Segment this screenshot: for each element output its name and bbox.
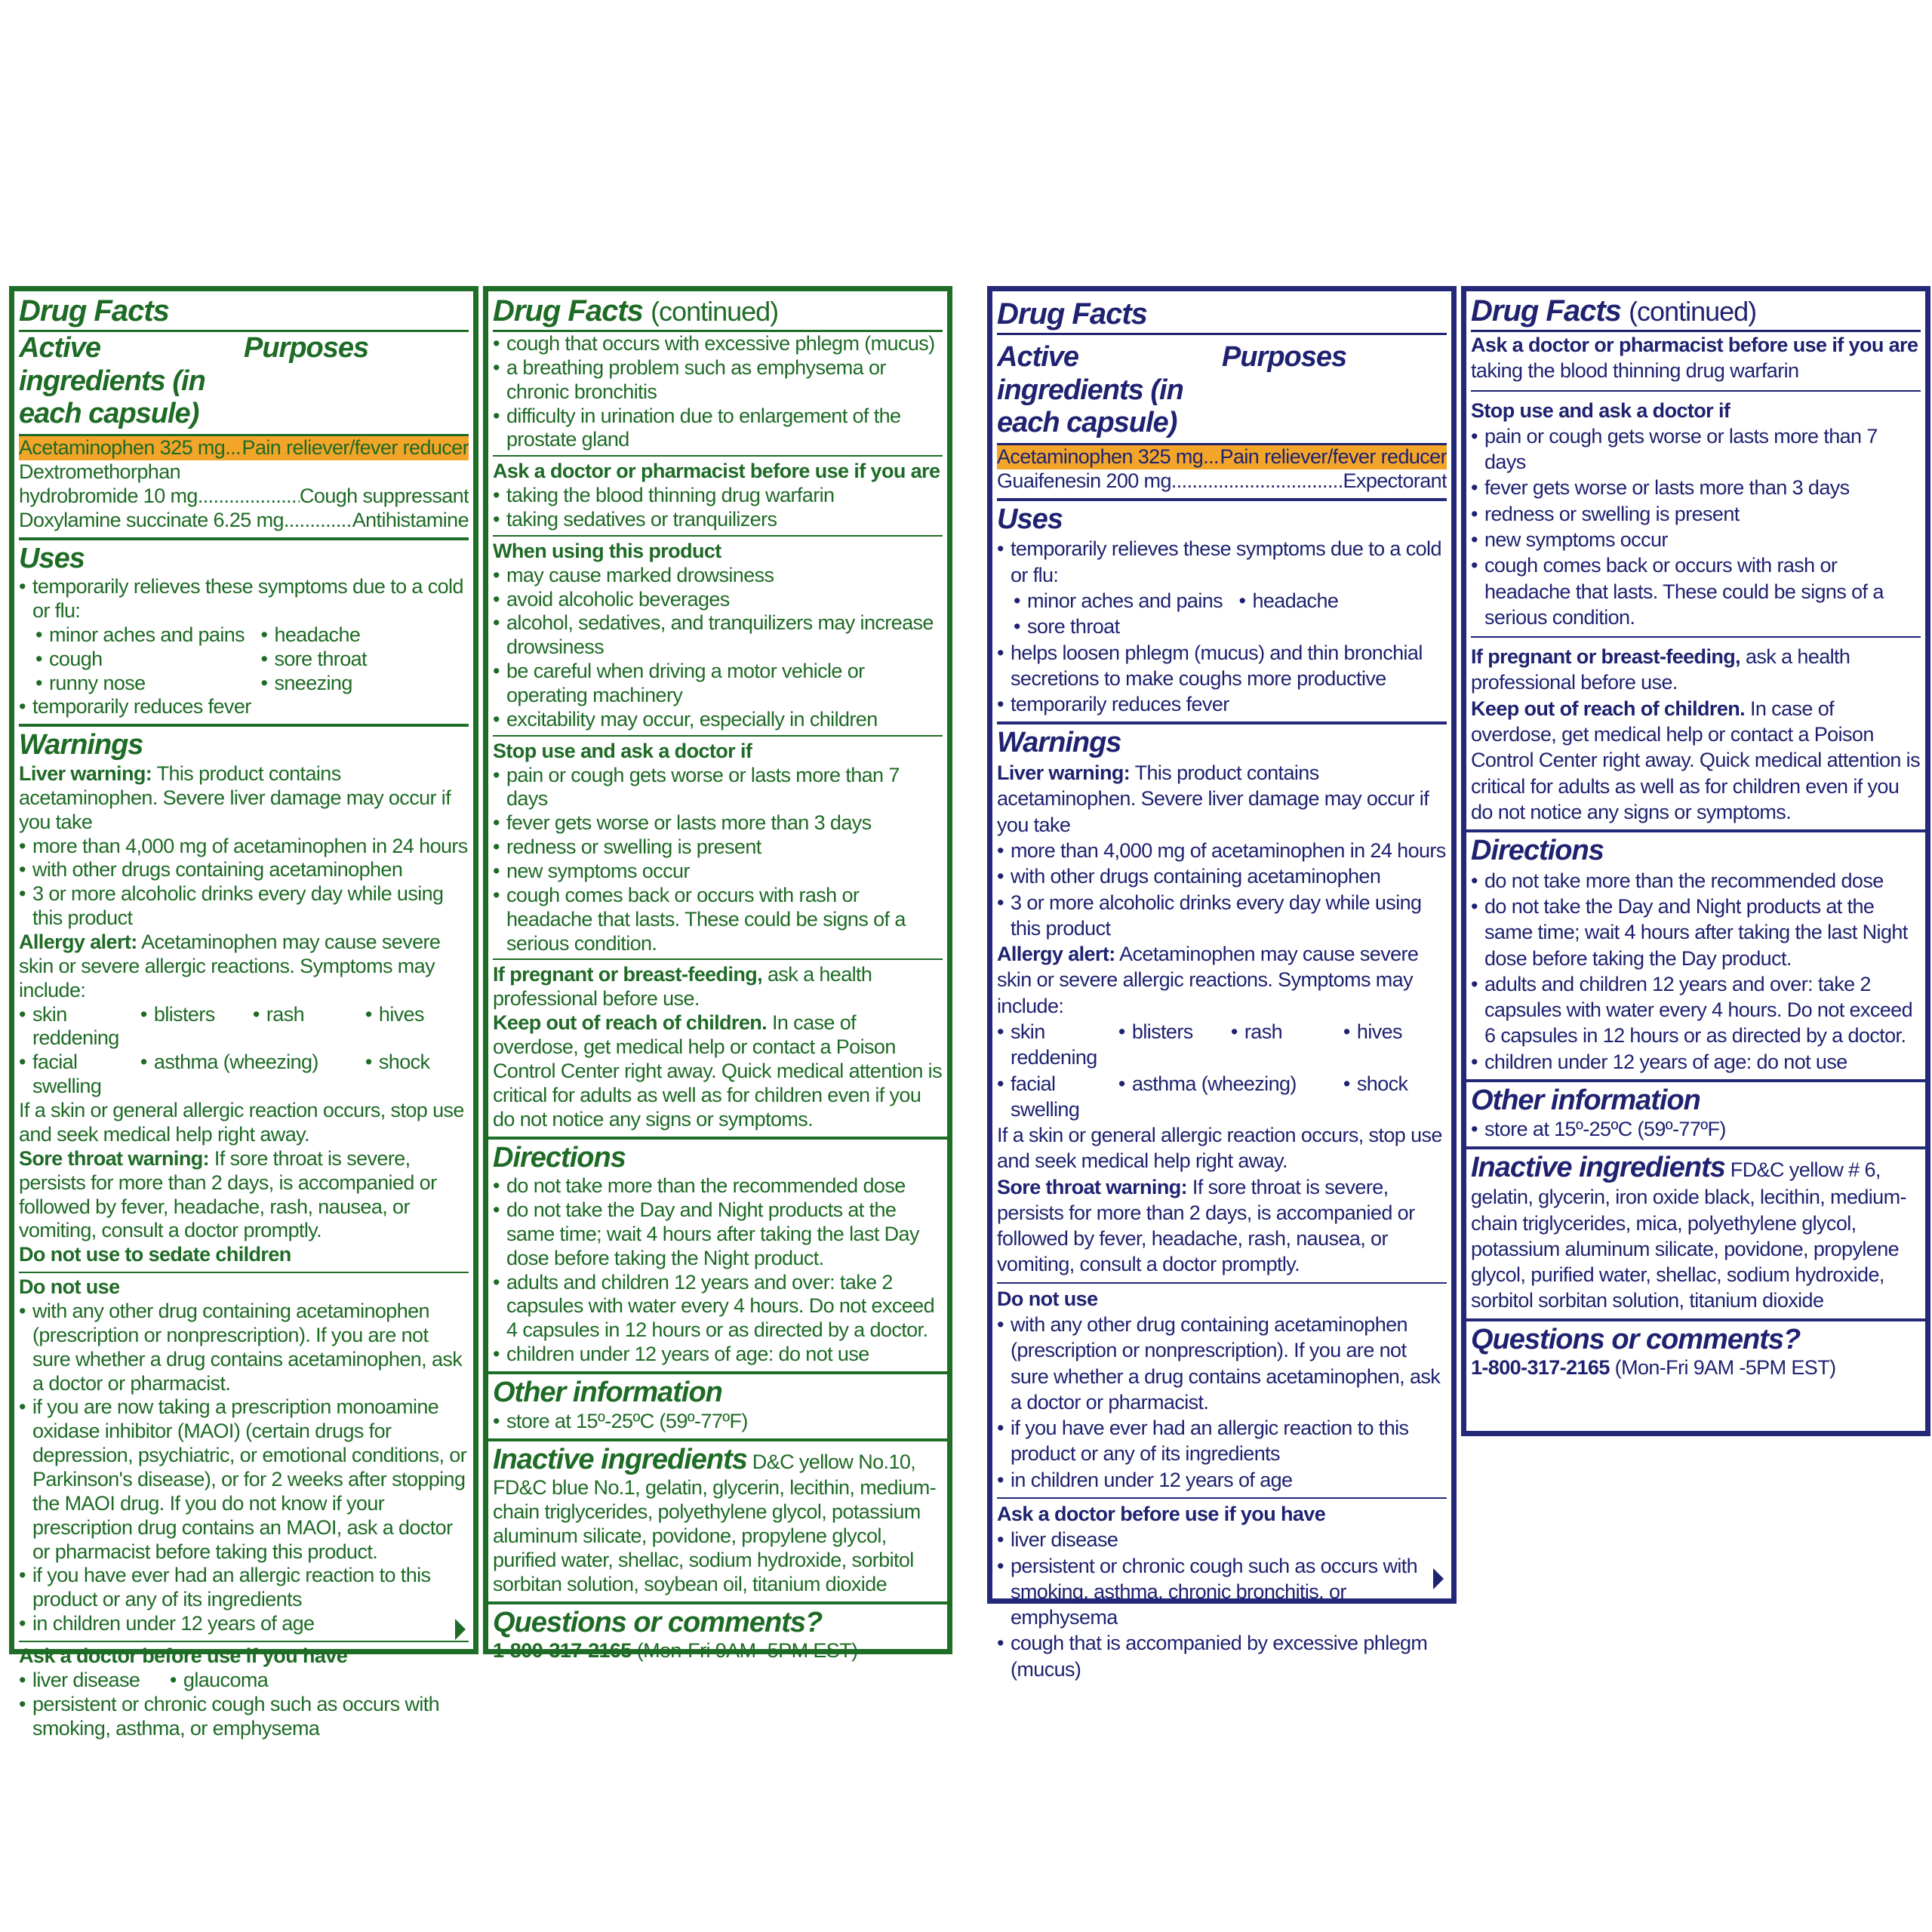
liver-warning: Liver warning: This product contains acetaminophen. Severe liver damage may occur if you take bbox=[19, 762, 451, 833]
ingredient-purpose: Antihistamine bbox=[352, 508, 469, 531]
list-item: • glaucoma bbox=[170, 1669, 469, 1693]
sore-throat-warning: Sore throat warning: If sore throat is severe, persists for more than 2 days, is accompanied or followed by fever, headache, rash, nausea, or vomiting, consult a doctor promptly. bbox=[19, 1146, 437, 1242]
ingredient-name: Doxylamine succinate 6.25 mg bbox=[19, 508, 284, 531]
list-item: • asthma (wheezing) bbox=[140, 1051, 365, 1099]
list-item: • children under 12 years of age: do not use bbox=[1471, 1049, 1921, 1075]
allergy-alert: Allergy alert: Acetaminophen may cause severe skin or severe allergic reactions. Symptoms may include: bbox=[997, 943, 1419, 1017]
purposes-title: Purposes bbox=[244, 332, 369, 364]
ingredient-purpose: Cough suppressant bbox=[300, 484, 469, 507]
allergy-grid bbox=[19, 1003, 469, 1099]
ingredient-row bbox=[19, 436, 469, 460]
continued-section bbox=[1466, 291, 1925, 832]
list-item: • liver disease bbox=[997, 1527, 1447, 1552]
phone-number: 1-800-317-2165 bbox=[1471, 1356, 1610, 1380]
list-item: • minor aches and pains bbox=[35, 623, 260, 648]
sedate-warning: Do not use to sedate children bbox=[19, 1243, 291, 1266]
list-item: • temporarily reduces fever bbox=[19, 695, 469, 719]
navy-panel-continued bbox=[1461, 286, 1930, 1436]
list-item: • blisters bbox=[1118, 1019, 1231, 1071]
list-item: • cough that occurs with excessive phlegm (mucus) bbox=[493, 332, 943, 356]
inactive-ingredients-title: Inactive ingredients bbox=[1471, 1151, 1725, 1183]
active-ingredients-section bbox=[997, 291, 1447, 501]
list-item: • more than 4,000 mg of acetaminophen in 24 hours bbox=[997, 838, 1447, 863]
keep-out-of-reach: Keep out of reach of children. In case of overdose, get medical help or contact a Poison Control Center right away. Quick medical attention is critical for adults as well as for children even if you do not notice any signs or symptoms. bbox=[493, 1011, 942, 1131]
ingredient-row bbox=[19, 509, 469, 533]
do-not-use-title: Do not use bbox=[19, 1275, 120, 1299]
continue-arrow-icon bbox=[1433, 1568, 1444, 1589]
list-item: • store at 15º-25ºC (59º-77ºF) bbox=[1471, 1118, 1921, 1142]
warnings-section bbox=[19, 727, 469, 1273]
do-not-use-title: Do not use bbox=[997, 1287, 1098, 1310]
list-item: • redness or swelling is present bbox=[493, 835, 943, 860]
list-item: • cough comes back or occurs with rash or headache that lasts. These could be signs of a serious condition. bbox=[1471, 552, 1921, 630]
questions-title: Questions or comments? bbox=[493, 1606, 823, 1638]
list-item: • rash bbox=[1231, 1019, 1343, 1071]
active-ingredients-title: Active ingredients (in each capsule) bbox=[997, 341, 1183, 439]
list-item: • with any other drug containing acetaminophen (prescription or nonprescription). If you are not sure whether a drug contains acetaminophen, ask a doctor or pharmacist. bbox=[997, 1312, 1447, 1415]
drug-facts-continued-title: Drug Facts (continued) bbox=[493, 294, 943, 332]
inactive-ingredients-text: FD&C yellow # 6, gelatin, glycerin, iron oxide black, lecithin, medium-chain triglycerides, mica, polyethylene glycol, potassium aluminum silicate, povidone, propylene glycol, purified water, shellac, sodium hydroxide, sorbitol sorbitan solution, titanium dioxide bbox=[1471, 1158, 1906, 1312]
list-item: • rash bbox=[253, 1003, 365, 1051]
uses-title: Uses bbox=[997, 503, 1063, 535]
liver-warning: Liver warning: This product contains acetaminophen. Severe liver damage may occur if you take bbox=[997, 761, 1429, 836]
navy-panel-main bbox=[987, 286, 1457, 1681]
ask-doctor-section bbox=[997, 1499, 1447, 1687]
contact-hours: (Mon-Fri 9AM -5PM EST) bbox=[636, 1639, 858, 1663]
list-item: • store at 15º-25ºC (59º-77ºF) bbox=[493, 1410, 943, 1434]
inactive-ingredients-title: Inactive ingredients bbox=[493, 1443, 747, 1475]
continued-section bbox=[488, 291, 947, 1140]
ask-pharmacist-title: Ask a doctor or pharmacist before use if you are bbox=[1471, 334, 1918, 356]
list-item: • hives bbox=[1343, 1019, 1447, 1071]
list-item: • fever gets worse or lasts more than 3 days bbox=[493, 811, 943, 835]
list-item: • do not take more than the recommended dose bbox=[493, 1174, 943, 1198]
do-not-use-section bbox=[19, 1273, 469, 1642]
directions-title: Directions bbox=[493, 1141, 626, 1174]
ingredient-row bbox=[19, 485, 469, 509]
stop-use-title: Stop use and ask a doctor if bbox=[493, 735, 943, 764]
list-item: • with other drugs containing acetaminophen bbox=[19, 858, 469, 882]
list-item: • facial swelling bbox=[19, 1051, 140, 1099]
uses-grid bbox=[19, 623, 469, 696]
ingredient-row: Acetaminophen 325 mg ..... Pain reliever/fever reducer bbox=[997, 445, 1447, 469]
warnings-title: Warnings bbox=[19, 729, 143, 761]
uses-grid bbox=[997, 588, 1447, 640]
list-item: • temporarily relieves these symptoms due to a cold or flu: bbox=[997, 536, 1447, 588]
list-item: • taking sedatives or tranquilizers bbox=[493, 508, 943, 532]
keep-out-of-reach: Keep out of reach of children. In case of overdose, get medical help or contact a Poison Control Center right away. Quick medical attention is critical for adults as well as for children even if you do not notice any signs or symptoms. bbox=[1471, 697, 1920, 823]
drug-facts-title: Drug Facts bbox=[997, 294, 1447, 335]
stop-use-title: Stop use and ask a doctor if bbox=[1471, 390, 1921, 423]
pregnancy-warning: If pregnant or breast-feeding, ask a health professional before use. bbox=[1471, 636, 1921, 696]
list-item: • cough comes back or occurs with rash or headache that lasts. These could be signs of a serious condition. bbox=[493, 884, 943, 956]
drug-facts-title: Drug Facts bbox=[19, 294, 469, 332]
green-panel-continued bbox=[483, 286, 952, 1663]
list-item: • helps loosen phlegm (mucus) and thin bronchial secretions to make coughs more productive bbox=[997, 640, 1447, 692]
inactive-ingredients-text: D&C yellow No.10, FD&C blue No.1, gelatin, glycerin, lecithin, medium-chain triglycerides, polyethylene glycol, potassium aluminum silicate, povidone, propylene glycol, purified water, shellac, sodium hydroxide, sorbitol sorbitan solution, soybean oil, titanium dioxide bbox=[493, 1450, 937, 1595]
ask-doctor-grid bbox=[19, 1669, 469, 1693]
list-item: • be careful when driving a motor vehicle or operating machinery bbox=[493, 660, 943, 708]
do-not-use-section bbox=[997, 1284, 1447, 1499]
list-item: • 3 or more alcoholic drinks every day while using this product bbox=[19, 882, 469, 931]
list-item: • temporarily reduces fever bbox=[997, 691, 1447, 717]
list-item: • if you have ever had an allergic reaction to this product or any of its ingredients bbox=[997, 1415, 1447, 1467]
allergy-after: If a skin or general allergic reaction occurs, stop use and seek medical help right away. bbox=[19, 1099, 464, 1146]
contact-hours: (Mon-Fri 9AM -5PM EST) bbox=[1614, 1356, 1836, 1380]
list-item: • temporarily relieves these symptoms due to a cold or flu: bbox=[19, 575, 469, 623]
list-item: • alcohol, sedatives, and tranquilizers may increase drowsiness bbox=[493, 611, 943, 660]
ask-pharmacist-title: Ask a doctor or pharmacist before use if you are bbox=[493, 455, 943, 484]
list-item: • headache bbox=[260, 623, 469, 648]
allergy-after: If a skin or general allergic reaction occurs, stop use and seek medical help right away. bbox=[997, 1124, 1442, 1173]
inactive-ingredients-section bbox=[1466, 1149, 1925, 1321]
list-item: • sore throat bbox=[1014, 614, 1238, 639]
uses-title: Uses bbox=[19, 542, 85, 574]
list-item: • adults and children 12 years and over: take 2 capsules with water every 4 hours. Do not exceed 6 capsules in 12 hours or as directed by a doctor. bbox=[1471, 971, 1921, 1049]
list-item: • with other drugs containing acetaminophen bbox=[997, 863, 1447, 889]
ingredient-name: Acetaminophen 325 mg bbox=[19, 436, 226, 460]
list-item: • 3 or more alcoholic drinks every day while using this product bbox=[997, 890, 1447, 942]
list-item: • pain or cough gets worse or lasts more than 7 days bbox=[1471, 423, 1921, 475]
ask-doctor-section bbox=[19, 1642, 469, 1745]
ask-pharmacist-text: taking the blood thinning drug warfarin bbox=[1471, 359, 1799, 383]
list-item: • a breathing problem such as emphysema or chronic bronchitis bbox=[493, 356, 943, 405]
other-information-title: Other information bbox=[493, 1377, 722, 1409]
list-item: • new symptoms occur bbox=[493, 860, 943, 884]
list-item: • do not take more than the recommended dose bbox=[1471, 868, 1921, 894]
warnings-section bbox=[997, 724, 1447, 1283]
ingredient-row: Guaifenesin 200 mg ..... Expectorant bbox=[997, 469, 1447, 494]
green-panel-main bbox=[9, 286, 478, 1740]
list-item: • pain or cough gets worse or lasts more than 7 days bbox=[493, 764, 943, 812]
list-item: • avoid alcoholic beverages bbox=[493, 588, 943, 612]
list-item: • headache bbox=[1238, 588, 1447, 614]
other-information-title: Other information bbox=[1471, 1084, 1700, 1116]
list-item: • redness or swelling is present bbox=[1471, 501, 1921, 527]
when-using-title: When using this product bbox=[493, 535, 943, 564]
contact-line bbox=[1471, 1356, 1921, 1380]
list-item: • in children under 12 years of age bbox=[19, 1612, 469, 1636]
list-item: • adults and children 12 years and over: take 2 capsules with water every 4 hours. Do not exceed 4 capsules in 12 hours or as directed by a doctor. bbox=[493, 1271, 943, 1343]
list-item: • facial swelling bbox=[997, 1071, 1118, 1123]
ingredient-name: hydrobromide 10 mg bbox=[19, 484, 198, 507]
list-item: • minor aches and pains bbox=[1014, 588, 1238, 614]
active-ingredients-section bbox=[19, 291, 469, 540]
list-item: • cough bbox=[35, 648, 260, 672]
list-item: • blisters bbox=[140, 1003, 253, 1051]
list-item: • in children under 12 years of age bbox=[997, 1467, 1447, 1493]
uses-section bbox=[19, 540, 469, 728]
list-item: • cough that is accompanied by excessive phlegm (mucus) bbox=[997, 1630, 1447, 1682]
list-item: • sneezing bbox=[260, 672, 469, 696]
list-item: • liver disease bbox=[19, 1669, 253, 1693]
directions-section bbox=[488, 1140, 947, 1375]
purposes-title: Purposes bbox=[1222, 341, 1347, 373]
active-ingredients-header bbox=[997, 341, 1447, 445]
list-item: • persistent or chronic cough such as occurs with smoking, asthma, or emphysema bbox=[19, 1693, 469, 1741]
pregnancy-warning: If pregnant or breast-feeding, ask a health professional before use. bbox=[493, 958, 943, 1011]
list-item: • skin reddening bbox=[997, 1019, 1118, 1071]
list-item: • more than 4,000 mg of acetaminophen in 24 hours bbox=[19, 835, 469, 859]
active-ingredients-title: Active ingredients (in each capsule) bbox=[19, 332, 205, 430]
ask-doctor-title: Ask a doctor before use if you have bbox=[19, 1644, 348, 1667]
list-item: • children under 12 years of age: do not use bbox=[493, 1343, 943, 1367]
list-item: • asthma (wheezing) bbox=[1118, 1071, 1343, 1123]
directions-section bbox=[1466, 832, 1925, 1082]
questions-section bbox=[1466, 1321, 1925, 1386]
questions-title: Questions or comments? bbox=[1471, 1323, 1801, 1355]
contact-line bbox=[493, 1639, 943, 1663]
allergy-grid bbox=[997, 1019, 1447, 1122]
list-item: • excitability may occur, especially in children bbox=[493, 708, 943, 732]
list-item: • skin reddening bbox=[19, 1003, 140, 1051]
ingredient-purpose: Pain reliever/fever reducer bbox=[242, 436, 469, 460]
warnings-title: Warnings bbox=[997, 727, 1121, 759]
other-information-section bbox=[1466, 1082, 1925, 1149]
list-item: • if you have ever had an allergic reaction to this product or any of its ingredients bbox=[19, 1564, 469, 1612]
list-item: • runny nose bbox=[35, 672, 260, 696]
sore-throat-warning: Sore throat warning: If sore throat is severe, persists for more than 2 days, is accompanied or followed by fever, headache, rash, nausea, or vomiting, consult a doctor promptly. bbox=[997, 1175, 1415, 1276]
allergy-alert: Allergy alert: Acetaminophen may cause severe skin or severe allergic reactions. Symptoms may include: bbox=[19, 931, 441, 1001]
list-item: • taking the blood thinning drug warfarin bbox=[493, 484, 943, 508]
drug-facts-continued-title: Drug Facts (continued) bbox=[1471, 294, 1921, 332]
list-item: • fever gets worse or lasts more than 3 days bbox=[1471, 475, 1921, 500]
directions-title: Directions bbox=[1471, 835, 1604, 867]
active-ingredients-header bbox=[19, 332, 469, 436]
continue-arrow-icon bbox=[455, 1619, 466, 1640]
list-item: • shock bbox=[1343, 1071, 1447, 1123]
phone-number: 1-800-317-2165 bbox=[493, 1639, 632, 1663]
list-item: • if you are now taking a prescription monoamine oxidase inhibitor (MAOI) (certain drugs for depression, psychiatric, or emotional conditions, or Parkinson's disease), or for 2 weeks after stopping the MAOI drug. If you do not know if your prescription drug contains an MAOI, ask a doctor or pharmacist before taking this product. bbox=[19, 1395, 469, 1564]
ingredient-name: Dextromethorphan bbox=[19, 460, 181, 483]
ingredient-row bbox=[19, 460, 469, 485]
list-item: • with any other drug containing acetaminophen (prescription or nonprescription). If you are not sure whether a drug contains acetaminophen, ask a doctor or pharmacist. bbox=[19, 1300, 469, 1395]
list-item: • do not take the Day and Night products at the same time; wait 4 hours after taking the last Day dose before taking the Night product. bbox=[493, 1198, 943, 1271]
inactive-ingredients-section bbox=[488, 1441, 947, 1604]
uses-section bbox=[997, 501, 1447, 725]
other-information-section bbox=[488, 1374, 947, 1441]
ask-doctor-title: Ask a doctor before use if you have bbox=[997, 1503, 1326, 1525]
list-item: • difficulty in urination due to enlargement of the prostate gland bbox=[493, 405, 943, 453]
list-item: • persistent or chronic cough such as occurs with smoking, asthma, chronic bronchitis, or emphysema bbox=[997, 1553, 1447, 1631]
list-item: • sore throat bbox=[260, 648, 469, 672]
list-item: • hives bbox=[365, 1003, 469, 1051]
questions-section bbox=[488, 1604, 947, 1669]
list-item: • do not take the Day and Night products at the same time; wait 4 hours after taking the last Night dose before taking the Day product. bbox=[1471, 894, 1921, 971]
list-item: • shock bbox=[365, 1051, 469, 1099]
list-item: • new symptoms occur bbox=[1471, 527, 1921, 552]
list-item: • may cause marked drowsiness bbox=[493, 564, 943, 588]
